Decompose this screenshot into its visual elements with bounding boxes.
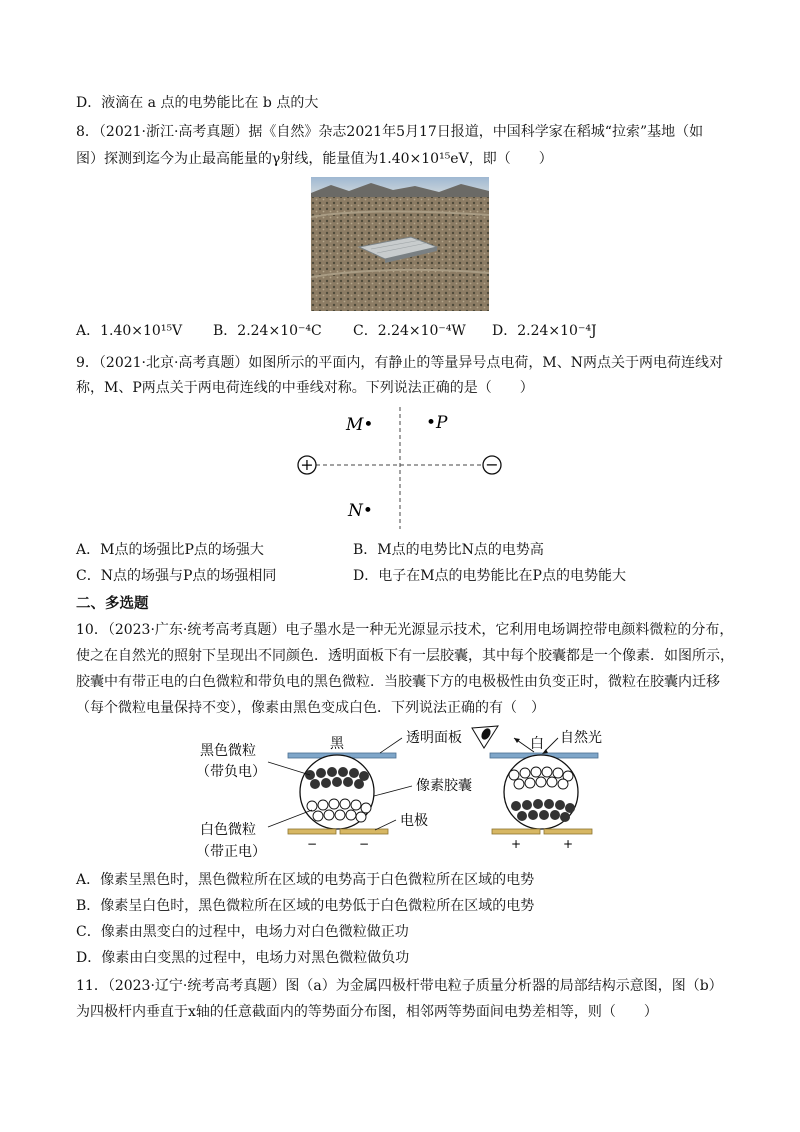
q10-stem-line4: （每个微粒电量保持不变），像素由黑色变成白色．下列说法正确的有（ ） xyxy=(76,700,545,716)
q7-option-d: D．液滴在 a 点的电势能比在 b 点的大 xyxy=(76,95,319,111)
point-n-label: N• xyxy=(348,501,373,521)
q11-stem-line1: 11．（2023·辽宁·统考高考真题）图（a）为金属四极杆带电粒子质量分析器的局部结构示意图，图（b） xyxy=(76,978,723,994)
q9-stem-line2: 称，M、P两点关于两电荷连线的中垂线对称。下列说法正确的是（ ） xyxy=(76,380,534,396)
q11-stem-line2: 为四极杆内垂直于x轴的任意截面内的等势面分布图，相邻两等势面间电势差相等，则（ ） xyxy=(76,1004,658,1020)
positive-charge-sign: + xyxy=(300,455,314,474)
q8-stem-line1: 8．（2021·浙江·高考真题）据《自然》杂志2021年5月17日报道，中国科学家在稻城“拉索”基地（如 xyxy=(76,124,704,140)
label-negative-charge: （带负电） xyxy=(196,764,266,780)
right-electrode-sign-2: + xyxy=(562,837,574,851)
q10-stem-line3: 胶囊中有带正电的白色微粒和带负电的黑色微粒．当胶囊下方的电极极性由负变正时，微粒在胶囊内迁移 xyxy=(76,674,720,690)
eye-icon xyxy=(472,726,498,748)
q9-option-d: D．电子在M点的电势能比在P点的电势能大 xyxy=(353,568,626,584)
label-black-particle: 黑色微粒 xyxy=(200,743,256,759)
left-electrode-sign-1: − xyxy=(306,837,318,851)
label-electrode: 电极 xyxy=(400,813,428,829)
q8-option-c: C．2.24×10⁻⁴W xyxy=(353,323,466,339)
left-electrode-sign-2: − xyxy=(358,837,370,851)
q10-option-c: C．像素由黑变白的过程中，电场力对白色微粒做正功 xyxy=(76,924,409,940)
lhaaso-base-photo xyxy=(311,177,489,311)
q10-stem-line1: 10．（2023·广东·统考高考真题）电子墨水是一种无光源显示技术，它利用电场调控带电颜料微粒的分布， xyxy=(76,622,734,638)
right-electrode-sign-1: + xyxy=(510,837,522,851)
q10-stem-line2: 使之在自然光的照射下呈现出不同颜色．透明面板下有一层胶囊，其中每个胶囊都是一个像素．如图所示， xyxy=(76,648,734,664)
label-pixel-capsule: 像素胶囊 xyxy=(416,778,472,794)
charge-field-figure xyxy=(290,405,510,530)
q8-option-a: A．1.40×10¹⁵V xyxy=(76,323,183,339)
q9-option-a: A．M点的场强比P点的场强大 xyxy=(76,542,264,558)
q8-stem-line2: 图）探测到迄今为止最高能量的γ射线，能量值为1.40×10¹⁵eV，即（ ） xyxy=(76,151,553,167)
point-p-label: •P xyxy=(426,413,448,433)
negative-charge-sign: − xyxy=(485,455,499,474)
section-heading-multiple-choice: 二、多选题 xyxy=(76,595,149,612)
q8-option-d: D．2.24×10⁻⁴J xyxy=(492,323,597,339)
label-black: 黑 xyxy=(330,736,344,752)
q8-option-b: B．2.24×10⁻⁴C xyxy=(213,323,322,339)
label-transparent-panel: 透明面板 xyxy=(406,730,462,746)
point-m-label: M• xyxy=(346,415,374,435)
label-positive-charge: （带正电） xyxy=(196,844,266,860)
q10-option-b: B．像素呈白色时，黑色微粒所在区域的电势低于白色微粒所在区域的电势 xyxy=(76,898,535,914)
q10-option-a: A．像素呈黑色时，黑色微粒所在区域的电势高于白色微粒所在区域的电势 xyxy=(76,872,535,888)
label-white-particle: 白色微粒 xyxy=(200,822,256,838)
e-ink-capsule-figure xyxy=(180,720,650,860)
q9-stem-line1: 9．（2021·北京·高考真题）如图所示的平面内，有静止的等量异号点电荷，M、N两点关于两电荷连线对 xyxy=(76,355,724,371)
label-white: 白 xyxy=(530,736,544,752)
label-natural-light: 自然光 xyxy=(560,730,602,746)
q10-option-d: D．像素由白变黑的过程中，电场力对黑色微粒做负功 xyxy=(76,950,410,966)
q9-option-b: B．M点的电势比N点的电势高 xyxy=(353,542,544,558)
q9-option-c: C．N点的场强与P点的场强相同 xyxy=(76,568,277,584)
